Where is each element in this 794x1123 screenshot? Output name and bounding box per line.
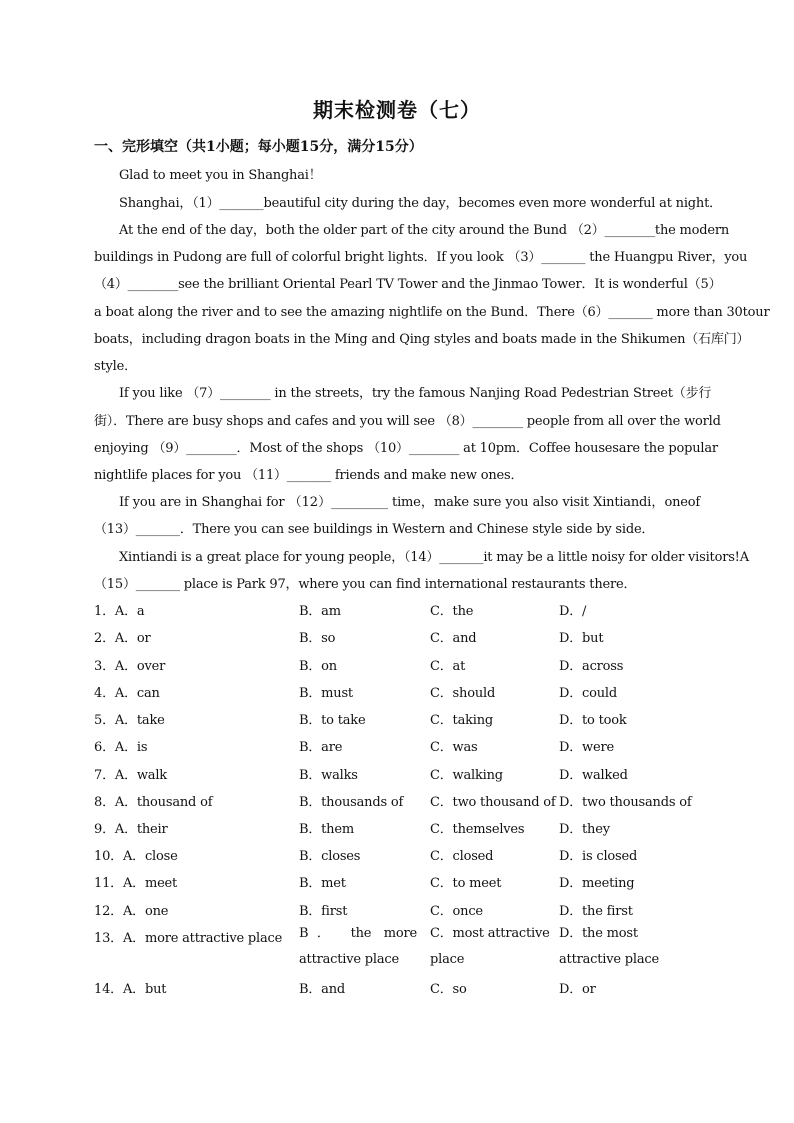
question-row: [94, 900, 168, 919]
option-b[interactable]: B．closes: [299, 849, 361, 864]
option-c[interactable]: C．should: [430, 686, 496, 701]
question-number: 12．: [94, 904, 123, 919]
option-a[interactable]: A．a: [114, 604, 145, 619]
question-number: 10．: [94, 849, 123, 864]
option-b[interactable]: B．met: [299, 876, 346, 891]
option-b[interactable]: B．are: [299, 740, 343, 755]
passage-line: Glad to meet you in Shanghai！: [119, 168, 322, 183]
passage-line: a boat along the river and to see the amazing nightlife on the Bund．There（6）_______ more than 30tour: [94, 305, 770, 320]
option-c[interactable]: C．most attractive place: [430, 926, 550, 967]
question-number: 14．: [94, 982, 123, 997]
option-a[interactable]: A．or: [114, 631, 151, 646]
question-row: [94, 927, 282, 946]
option-d[interactable]: D．they: [559, 822, 610, 837]
option-c[interactable]: C．the: [430, 604, 474, 619]
question-row: [94, 655, 165, 674]
option-d[interactable]: D．across: [559, 659, 624, 674]
option-b[interactable]: B．them: [299, 822, 354, 837]
option-d[interactable]: D．meeting: [559, 876, 635, 891]
option-a[interactable]: A．can: [114, 686, 160, 701]
option-b[interactable]: B．walks: [299, 768, 358, 783]
section-heading: 一、完形填空（共1小题；每小题15分，满分15分）: [94, 139, 423, 155]
question-row: [94, 600, 144, 619]
passage-line: （4）________see the brilliant Oriental Pearl TV Tower and the Jinmao Tower．It is wonderful（5）: [94, 277, 722, 292]
option-c[interactable]: C．and: [430, 631, 477, 646]
passage-line: If you are in Shanghai for （12）_________ time，make sure you also visit Xintiandi，oneof: [119, 495, 700, 510]
option-a[interactable]: A．walk: [114, 768, 167, 783]
option-d[interactable]: D．to took: [559, 713, 627, 728]
question-number: 8．: [94, 795, 115, 810]
option-a[interactable]: A．one: [122, 904, 169, 919]
question-row: [94, 627, 151, 646]
option-d[interactable]: D．the most attractive place: [559, 926, 660, 967]
option-c[interactable]: C．two thousand of: [430, 795, 556, 810]
option-a[interactable]: A．but: [122, 982, 167, 997]
option-b[interactable]: B．thousands of: [299, 795, 404, 810]
passage-line: At the end of the day，both the older part of the city around the Bund （2）________the modern: [119, 223, 730, 238]
passage-line: nightlife places for you （11）_______ friends and make new ones．: [94, 468, 524, 483]
option-a[interactable]: A．is: [114, 740, 148, 755]
passage-line: buildings in Pudong are full of colorful bright lights．If you look （3）_______ the Huangpu River，you: [94, 250, 748, 265]
page-title: 期末检测卷（七）: [313, 98, 481, 122]
passage-line: Xintiandi is a great place for young people，（14）_______it may be a little noisy for older visitors!A: [119, 550, 749, 565]
question-row: [94, 709, 165, 728]
question-number: 1．: [94, 604, 115, 619]
question-row: [94, 872, 177, 891]
question-number: 3．: [94, 659, 115, 674]
option-c[interactable]: C．at: [430, 659, 466, 674]
passage-line: 街）．There are busy shops and cafes and you will see （8）________ people from all over the world: [94, 414, 721, 429]
passage-line: enjoying （9）________．Most of the shops （10）________ at 10pm．Coffee housesare the popular: [94, 441, 718, 456]
passage-line: （13）_______．There you can see buildings in Western and Chinese style side by side．: [94, 522, 655, 537]
option-a[interactable]: A．take: [114, 713, 165, 728]
question-number: 11．: [94, 876, 123, 891]
option-a[interactable]: A．over: [114, 659, 166, 674]
option-a[interactable]: A．more attractive place: [122, 931, 283, 946]
passage-line: （15）_______ place is Park 97，where you can find international restaurants there．: [94, 577, 637, 592]
passage-line: boats，including dragon boats in the Ming and Qing styles and boats made in the Shikumen（石库门）: [94, 332, 750, 347]
question-row: [94, 764, 167, 783]
question-row: [94, 818, 168, 837]
question-number: 5．: [94, 713, 115, 728]
question-number: 2．: [94, 631, 115, 646]
option-d[interactable]: D．is closed: [559, 849, 638, 864]
question-number: 7．: [94, 768, 115, 783]
option-a[interactable]: A．meet: [122, 876, 178, 891]
option-d[interactable]: D．walked: [559, 768, 628, 783]
option-d[interactable]: D．or: [559, 982, 596, 997]
option-b[interactable]: B．on: [299, 659, 337, 674]
option-b[interactable]: B．and: [299, 982, 345, 997]
question-number: 4．: [94, 686, 115, 701]
passage-line: If you like （7）________ in the streets，try the famous Nanjing Road Pedestrian Street（步行: [119, 386, 712, 401]
passage-line: style．: [94, 359, 137, 374]
question-number: 6．: [94, 740, 115, 755]
option-a[interactable]: A．thousand of: [114, 795, 213, 810]
option-b[interactable]: B． the more attractive place: [299, 926, 417, 967]
option-b[interactable]: B．am: [299, 604, 341, 619]
option-c[interactable]: C．taking: [430, 713, 494, 728]
option-a[interactable]: A．close: [122, 849, 178, 864]
question-row: [94, 682, 160, 701]
option-b[interactable]: B．first: [299, 904, 348, 919]
passage-line: Shanghai，（1）_______beautiful city during the day，becomes even more wonderful at night．: [119, 196, 722, 211]
option-d[interactable]: D．the first: [559, 904, 633, 919]
option-d[interactable]: D．two thousands of: [559, 795, 692, 810]
question-number: 13．: [94, 931, 123, 946]
option-a[interactable]: A．their: [114, 822, 168, 837]
option-c[interactable]: C．to meet: [430, 876, 502, 891]
question-row: [94, 736, 147, 755]
question-number: 9．: [94, 822, 115, 837]
option-b[interactable]: B．must: [299, 686, 353, 701]
option-c[interactable]: C．was: [430, 740, 478, 755]
option-c[interactable]: C．walking: [430, 768, 503, 783]
option-c[interactable]: C．once: [430, 904, 483, 919]
question-row: [94, 978, 166, 997]
option-c[interactable]: C．closed: [430, 849, 494, 864]
option-c[interactable]: C．so: [430, 982, 467, 997]
question-row: [94, 791, 212, 810]
option-d[interactable]: D．were: [559, 740, 614, 755]
option-b[interactable]: B．to take: [299, 713, 366, 728]
option-d[interactable]: D．/: [559, 604, 587, 619]
option-b[interactable]: B．so: [299, 631, 336, 646]
option-c[interactable]: C．themselves: [430, 822, 525, 837]
option-d[interactable]: D．could: [559, 686, 617, 701]
option-d[interactable]: D．but: [559, 631, 604, 646]
question-row: [94, 845, 178, 864]
